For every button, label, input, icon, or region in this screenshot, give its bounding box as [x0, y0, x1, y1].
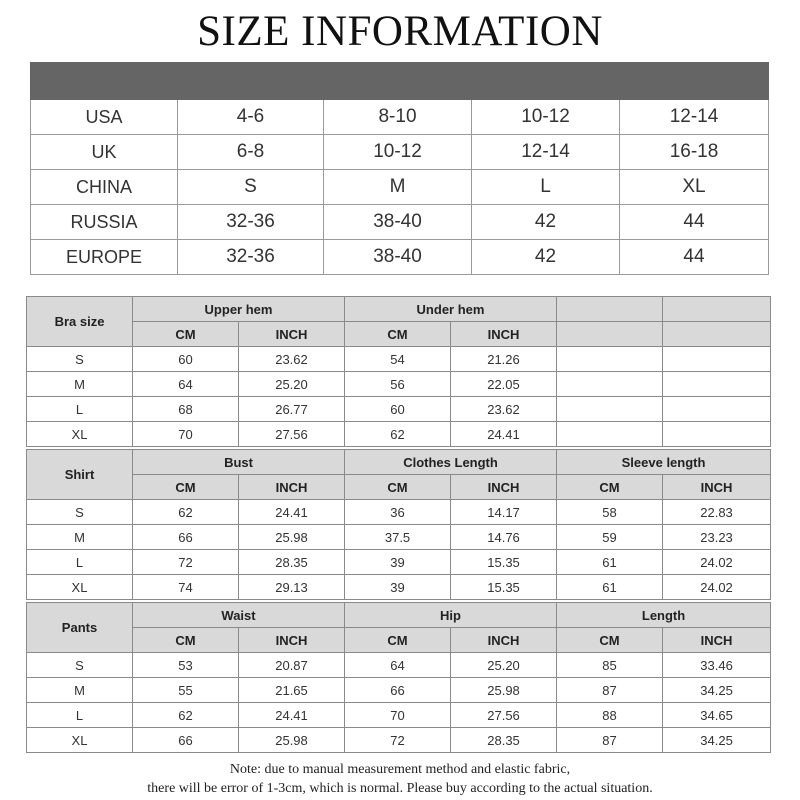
size-cell: 16-18	[620, 135, 769, 170]
size-label: XL	[27, 728, 133, 753]
value-cell: 88	[557, 703, 663, 728]
value-cell: 64	[345, 653, 451, 678]
unit-header: CM	[345, 475, 451, 500]
value-cell: 23.62	[239, 347, 345, 372]
shirt-size-table	[26, 449, 771, 600]
value-cell: 15.35	[451, 550, 557, 575]
table-row	[27, 525, 771, 550]
value-cell: 24.41	[451, 422, 557, 447]
value-cell: 25.98	[239, 525, 345, 550]
size-cell: 42	[472, 240, 620, 275]
size-cell: 10-12	[472, 100, 620, 135]
category-label: Shirt	[27, 450, 133, 500]
unit-header: INCH	[663, 475, 771, 500]
note-line-2: there will be error of 1-3cm, which is normal. Please buy according to the actual situation.	[147, 781, 653, 796]
value-cell: 33.46	[663, 653, 771, 678]
value-cell: 58	[557, 500, 663, 525]
value-cell: 25.98	[451, 678, 557, 703]
value-cell: 39	[345, 575, 451, 600]
region-label: UK	[31, 135, 178, 170]
table-row	[27, 550, 771, 575]
value-cell: 72	[345, 728, 451, 753]
pants-size-table	[26, 602, 771, 753]
unit-header: INCH	[239, 475, 345, 500]
value-cell: 14.76	[451, 525, 557, 550]
table-row	[27, 422, 771, 447]
region-label: EUROPE	[31, 240, 178, 275]
size-label: L	[27, 703, 133, 728]
empty-header	[557, 297, 663, 322]
value-cell: 36	[345, 500, 451, 525]
value-cell: 27.56	[239, 422, 345, 447]
value-cell: 66	[133, 728, 239, 753]
table-row	[31, 100, 769, 135]
value-cell: 25.20	[239, 372, 345, 397]
value-cell: 60	[133, 347, 239, 372]
unit-header: INCH	[451, 475, 557, 500]
size-cell: 6-8	[178, 135, 324, 170]
size-cell: 32-36	[178, 240, 324, 275]
value-cell: 29.13	[239, 575, 345, 600]
value-cell: 28.35	[451, 728, 557, 753]
table-row	[27, 347, 771, 372]
unit-header: INCH	[663, 628, 771, 653]
group-header: Under hem	[345, 297, 557, 322]
table-row	[27, 678, 771, 703]
table-row	[31, 240, 769, 275]
size-cell: 4-6	[178, 100, 324, 135]
value-cell: 24.02	[663, 550, 771, 575]
unit-header: CM	[557, 475, 663, 500]
value-cell: 24.41	[239, 703, 345, 728]
group-header: Sleeve length	[557, 450, 771, 475]
empty-header	[557, 322, 663, 347]
value-cell: 53	[133, 653, 239, 678]
value-cell: 25.20	[451, 653, 557, 678]
size-label: M	[27, 372, 133, 397]
region-label: USA	[31, 100, 178, 135]
value-cell: 34.25	[663, 728, 771, 753]
size-cell: L	[472, 170, 620, 205]
unit-header: CM	[133, 628, 239, 653]
value-cell: 70	[133, 422, 239, 447]
value-cell: 72	[133, 550, 239, 575]
size-cell: XL	[620, 170, 769, 205]
value-cell: 21.65	[239, 678, 345, 703]
size-label: S	[27, 347, 133, 372]
size-cell: 10-12	[324, 135, 472, 170]
size-label: L	[27, 397, 133, 422]
value-cell: 59	[557, 525, 663, 550]
unit-header: INCH	[239, 628, 345, 653]
unit-header: CM	[345, 322, 451, 347]
note-line-1: Note: due to manual measurement method and elastic fabric,	[229, 762, 571, 777]
unit-header: CM	[557, 628, 663, 653]
table-row	[27, 653, 771, 678]
group-header: Waist	[133, 603, 345, 628]
value-cell: 26.77	[239, 397, 345, 422]
group-header: Upper hem	[133, 297, 345, 322]
value-cell: 87	[557, 678, 663, 703]
table-row	[27, 372, 771, 397]
value-cell: 54	[345, 347, 451, 372]
value-cell: 61	[557, 575, 663, 600]
size-cell: 42	[472, 205, 620, 240]
size-cell: 12-14	[620, 100, 769, 135]
unit-header: CM	[133, 475, 239, 500]
value-cell: 39	[345, 550, 451, 575]
measurement-note	[0, 760, 800, 798]
value-cell: 62	[133, 703, 239, 728]
table-row	[31, 205, 769, 240]
table-row	[27, 397, 771, 422]
group-header: Hip	[345, 603, 557, 628]
table-row	[31, 135, 769, 170]
value-cell: 60	[345, 397, 451, 422]
bra-size-table	[26, 296, 771, 447]
size-label: XL	[27, 422, 133, 447]
value-cell: 25.98	[239, 728, 345, 753]
size-cell: 44	[620, 240, 769, 275]
value-cell: 37.5	[345, 525, 451, 550]
value-cell: 34.65	[663, 703, 771, 728]
value-cell: 22.05	[451, 372, 557, 397]
value-cell: 23.23	[663, 525, 771, 550]
size-cell: 32-36	[178, 205, 324, 240]
empty-header	[663, 322, 771, 347]
size-cell: M	[324, 170, 472, 205]
value-cell: 24.02	[663, 575, 771, 600]
size-label: S	[27, 500, 133, 525]
table-row	[31, 170, 769, 205]
value-cell: 24.41	[239, 500, 345, 525]
page-title: SIZE INFORMATION	[197, 8, 603, 55]
value-cell: 70	[345, 703, 451, 728]
size-label: XL	[27, 575, 133, 600]
value-cell: 23.62	[451, 397, 557, 422]
group-header: Clothes Length	[345, 450, 557, 475]
unit-header: INCH	[451, 322, 557, 347]
size-label: L	[27, 550, 133, 575]
size-label: S	[27, 653, 133, 678]
category-label: Bra size	[27, 297, 133, 347]
table-row	[27, 728, 771, 753]
size-label: M	[27, 525, 133, 550]
value-cell: 66	[133, 525, 239, 550]
value-cell: 64	[133, 372, 239, 397]
empty-header	[663, 297, 771, 322]
size-cell: 12-14	[472, 135, 620, 170]
region-label: RUSSIA	[31, 205, 178, 240]
category-label: Pants	[27, 603, 133, 653]
value-cell: 28.35	[239, 550, 345, 575]
value-cell: 56	[345, 372, 451, 397]
unit-header: INCH	[239, 322, 345, 347]
value-cell: 14.17	[451, 500, 557, 525]
value-cell: 61	[557, 550, 663, 575]
table-row	[27, 500, 771, 525]
table-row	[27, 575, 771, 600]
value-cell: 87	[557, 728, 663, 753]
value-cell: 62	[345, 422, 451, 447]
unit-header: CM	[133, 322, 239, 347]
table-row	[27, 703, 771, 728]
group-header: Length	[557, 603, 771, 628]
size-cell: 38-40	[324, 240, 472, 275]
size-conversion-table	[30, 62, 769, 275]
value-cell: 34.25	[663, 678, 771, 703]
value-cell: 62	[133, 500, 239, 525]
value-cell: 74	[133, 575, 239, 600]
size-cell: 8-10	[324, 100, 472, 135]
unit-header: CM	[345, 628, 451, 653]
value-cell: 15.35	[451, 575, 557, 600]
value-cell: 21.26	[451, 347, 557, 372]
region-label: CHINA	[31, 170, 178, 205]
value-cell: 22.83	[663, 500, 771, 525]
value-cell: 66	[345, 678, 451, 703]
value-cell: 85	[557, 653, 663, 678]
size-cell: 44	[620, 205, 769, 240]
value-cell: 68	[133, 397, 239, 422]
value-cell: 20.87	[239, 653, 345, 678]
size-cell: S	[178, 170, 324, 205]
size-label: M	[27, 678, 133, 703]
value-cell: 27.56	[451, 703, 557, 728]
value-cell: 55	[133, 678, 239, 703]
unit-header: INCH	[451, 628, 557, 653]
table-header-band	[31, 63, 769, 100]
group-header: Bust	[133, 450, 345, 475]
size-cell: 38-40	[324, 205, 472, 240]
